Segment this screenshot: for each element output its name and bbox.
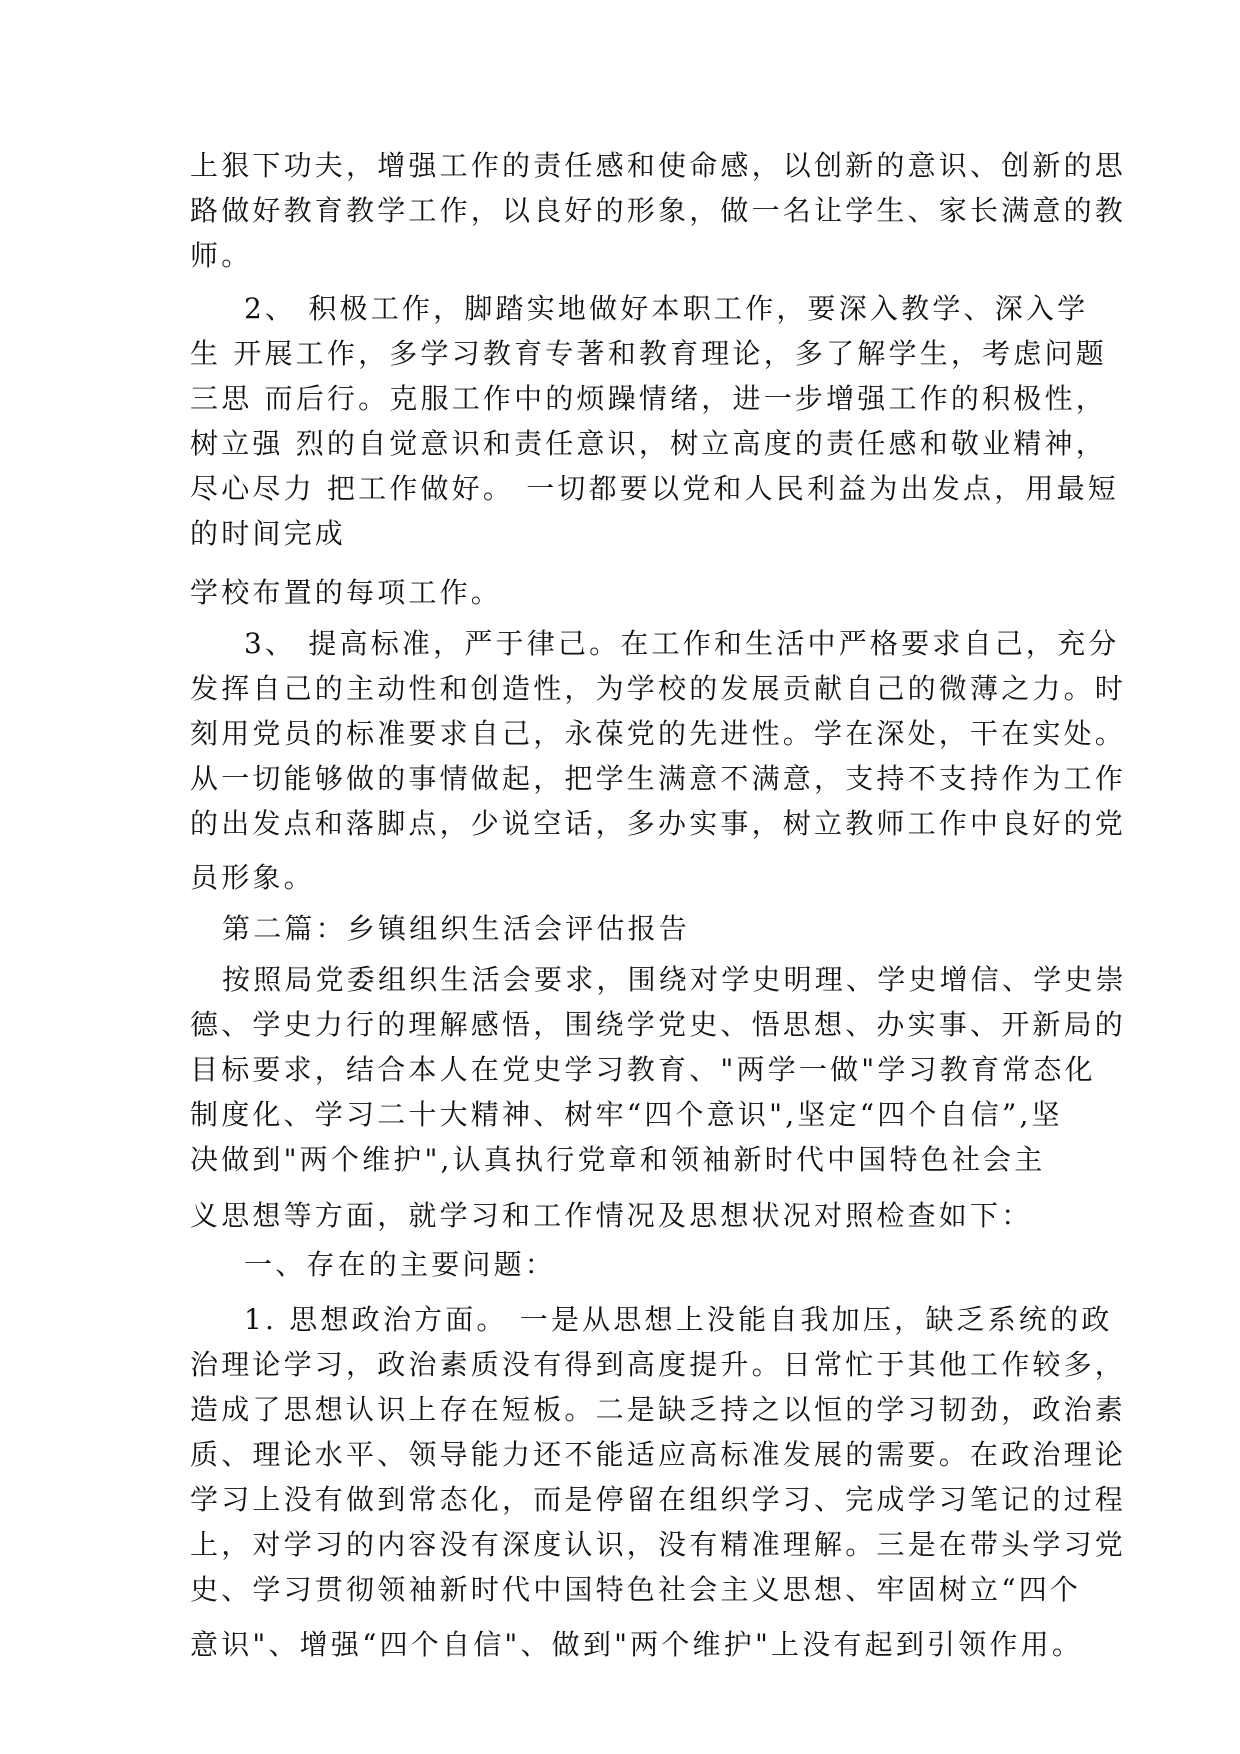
- text-line: 尽心尽力 把工作做好。 一切都要以党和人民利益为出发点，用最短: [190, 472, 1120, 505]
- text-line: 上狠下功夫，增强工作的责任感和使命感，以创新的意识、创新的思: [190, 149, 1127, 182]
- text-line: 决做到"两个维护",认真执行党章和领袖新时代中国特色社会主: [190, 1143, 1046, 1176]
- text-line: 路做好教育教学工作，以良好的形象，做一名让学生、家长满意的教: [190, 194, 1127, 227]
- text-line: 义思想等方面，就学习和工作情况及思想状况对照检查如下：: [190, 1199, 1033, 1232]
- text-line: 制度化、学习二十大精神、树牢“四个意识",坚定“四个自信”,坚: [190, 1098, 1063, 1131]
- text-line: 质、理论水平、领导能力还不能适应高标准发展的需要。在政治理论: [190, 1438, 1127, 1471]
- text-line: 造成了思想认识上存在短板。二是缺乏持之以恒的学习韧劲，政治素: [190, 1393, 1127, 1426]
- text-line: 2、 积极工作，脚踏实地做好本职工作，要深入教学、深入学: [244, 292, 1089, 325]
- text-line: 目标要求，结合本人在党史学习教育、"两学一做"学习教育常态化: [190, 1053, 1096, 1086]
- text-line: 的出发点和落脚点，少说空话，多办实事，树立教师工作中良好的党: [190, 807, 1127, 840]
- text-line: 史、学习贯彻领袖新时代中国特色社会主义思想、牢固树立“四个: [190, 1573, 1082, 1606]
- text-line: 生 开展工作，多学习教育专著和教育理论，多了解学生，考虑问题: [190, 337, 1107, 370]
- text-line: 1. 思想政治方面。 一是从思想上没能自我加压，缺乏系统的政: [244, 1303, 1113, 1336]
- text-line: 意识"、增强“四个自信"、做到"两个维护"上没有起到引领作用。: [190, 1628, 1084, 1661]
- text-line: 从一切能够做的事情做起，把学生满意不满意，支持不支持作为工作: [190, 762, 1127, 795]
- text-line: 刻用党员的标准要求自己，永葆党的先进性。学在深处，干在实处。: [190, 717, 1127, 750]
- text-line: 师。: [190, 239, 253, 272]
- text-line: 治理论学习，政治素质没有得到高度提升。日常忙于其他工作较多，: [190, 1348, 1127, 1381]
- text-line: 三思 而后行。克服工作中的烦躁情绪，进一步增强工作的积极性，: [190, 382, 1107, 415]
- text-line: 员形象。: [190, 861, 315, 894]
- subsection-heading: 一、存在的主要问题：: [244, 1248, 557, 1281]
- text-line: 学校布置的每项工作。: [190, 576, 503, 609]
- text-line: 按照局党委组织生活会要求，围绕对学史明理、学史增信、学史崇: [222, 963, 1127, 996]
- text-line: 德、学史力行的理解感悟，围绕学党史、悟思想、办实事、开新局的: [190, 1008, 1127, 1041]
- text-line: 发挥自己的主动性和创造性，为学校的发展贡献自己的微薄之力。时: [190, 672, 1127, 705]
- text-line: 上，对学习的内容没有深度认识，没有精准理解。三是在带头学习党: [190, 1528, 1127, 1561]
- text-line: 树立强 烈的自觉意识和责任意识，树立高度的责任感和敬业精神，: [190, 427, 1107, 460]
- text-line: 学习上没有做到常态化，而是停留在组织学习、完成学习笔记的过程: [190, 1483, 1127, 1516]
- text-line: 的时间完成: [190, 517, 347, 550]
- section-heading: 第二篇：乡镇组织生活会评估报告: [222, 912, 691, 945]
- text-line: 3、 提高标准，严于律己。在工作和生活中严格要求自己，充分: [244, 627, 1120, 660]
